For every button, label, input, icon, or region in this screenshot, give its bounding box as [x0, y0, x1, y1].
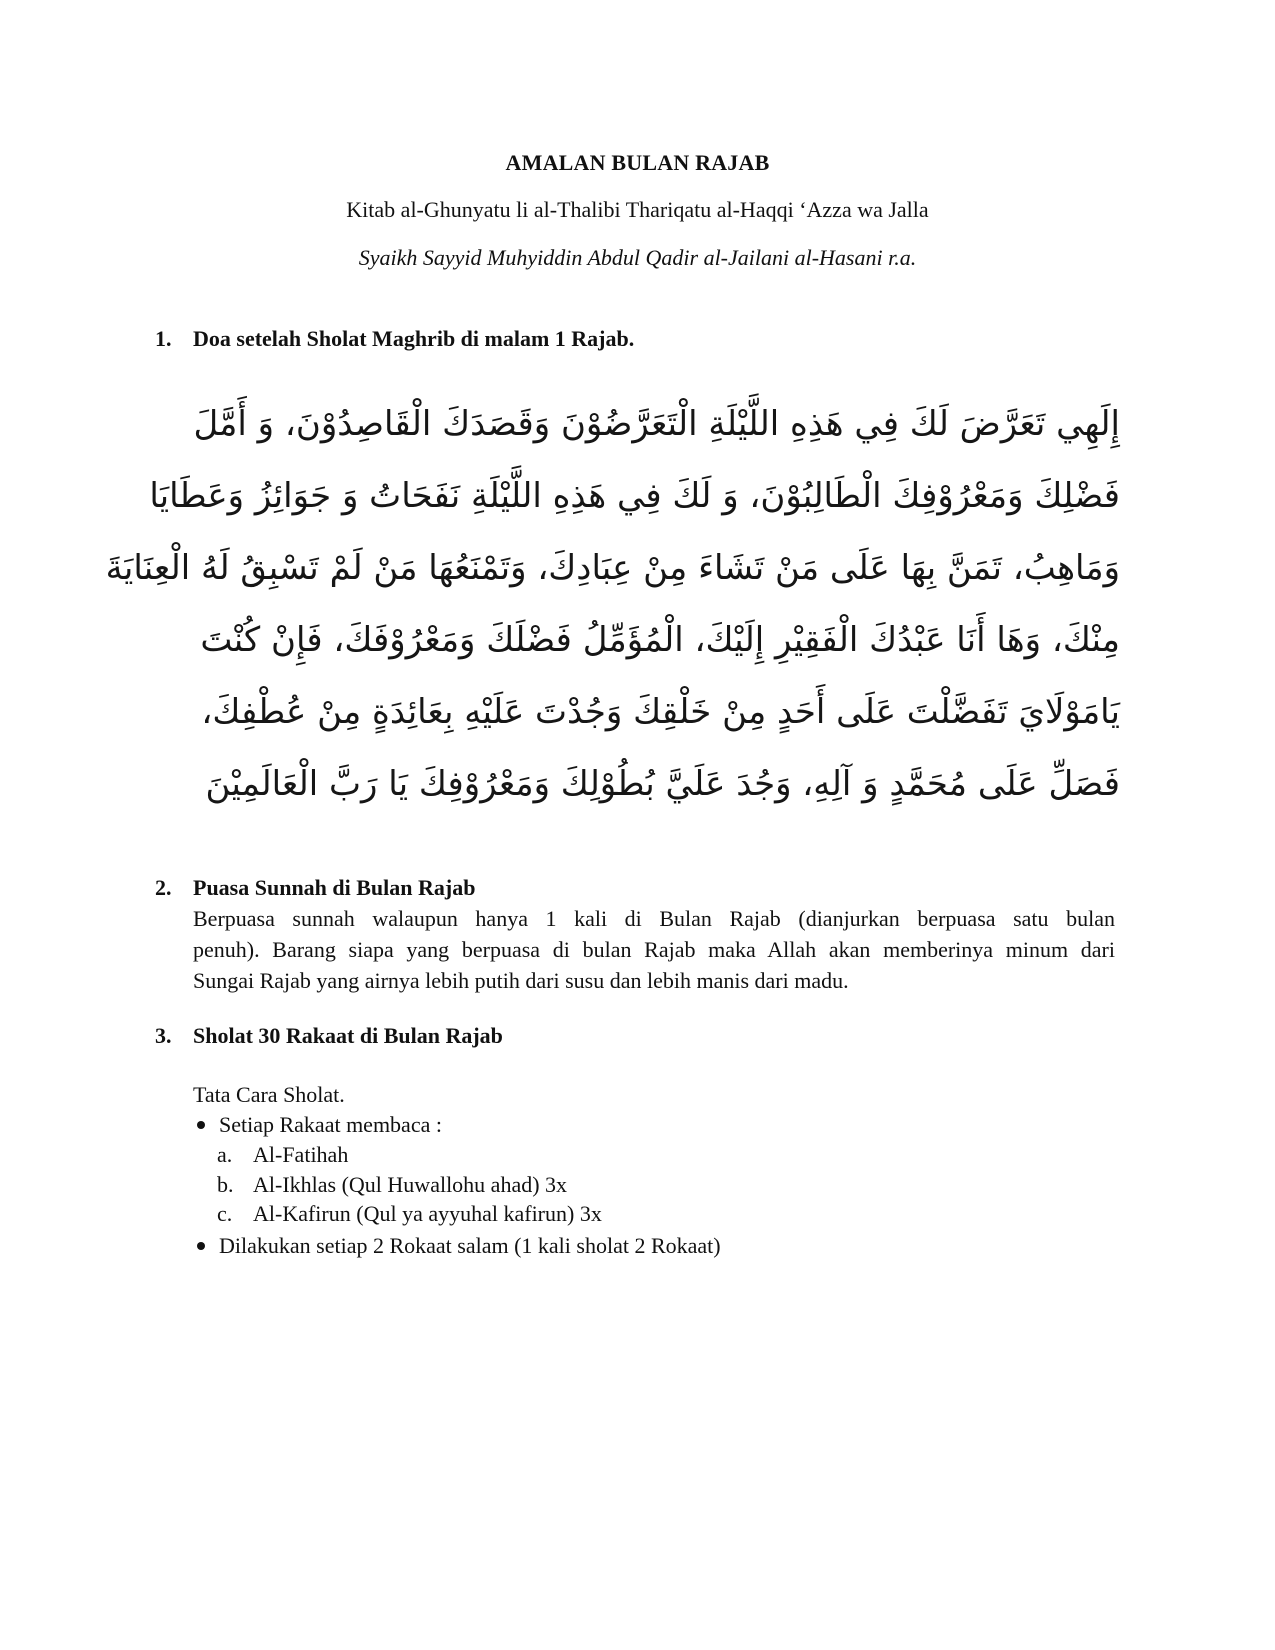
section-1-number: 1. — [155, 326, 172, 351]
section-1-title: Doa setelah Sholat Maghrib di malam 1 Rajab. — [193, 326, 635, 351]
arabic-line: إِلَهِي تَعَرَّضَ لَكَ فِي هَذِهِ اللَّيْلَةِ الْتَعَرَّضُوْنَ وَقَصَدَكَ الْقَاصِدُوْنَ، وَ أَمَّلَ — [193, 404, 1120, 444]
section-2-paragraph — [193, 903, 1115, 996]
paragraph-line: penuh). Barang siapa yang berpuasa di bulan Rajab maka Allah akan memberinya minum dari — [193, 937, 1115, 962]
paragraph-line: Berpuasa sunnah walaupun hanya 1 kali di Bulan Rajab (dianjurkan berpuasa satu bulan — [193, 906, 1115, 931]
sub-list-letter: c. — [217, 1201, 233, 1226]
sub-list-letter: a. — [217, 1142, 233, 1167]
bullet-icon — [197, 1121, 205, 1129]
sub-list-text: Al-Fatihah — [253, 1142, 349, 1167]
arabic-line: فَصَلِّ عَلَى مُحَمَّدٍ وَ آلِهِ، وَجُدَ عَلَيَّ بُطُوْلِكَ وَمَعْرُوْفِكَ يَا رَبَّ الْعَالَمِيْنَ — [205, 764, 1120, 804]
document-title: AMALAN BULAN RAJAB — [505, 150, 770, 175]
sub-list-item — [217, 1201, 602, 1227]
bullet-item — [197, 1112, 442, 1138]
sub-list-letter: b. — [217, 1172, 234, 1197]
section-1-heading — [155, 326, 634, 352]
section-3-number: 3. — [155, 1023, 172, 1048]
bullet-icon — [197, 1242, 205, 1250]
bullet-item — [197, 1233, 721, 1259]
arabic-line: فَضْلِكَ وَمَعْرُوْفِكَ الْطَالِبُوْنَ، وَ لَكَ فِي هَذِهِ اللَّيْلَةِ نَفَحَاتُ وَ جَوَائِزُ وَعَطَايَا — [149, 476, 1120, 516]
section-2-number: 2. — [155, 875, 172, 900]
arabic-prayer — [105, 388, 1120, 820]
document-subtitle: Kitab al-Ghunyatu li al-Thalibi Thariqatu al-Haqqi ‘Azza wa Jalla — [346, 197, 929, 222]
section-2-title: Puasa Sunnah di Bulan Rajab — [193, 875, 476, 900]
bullet-text: Setiap Rakaat membaca : — [219, 1112, 442, 1137]
arabic-line: وَمَاهِبُ، تَمَنَّ بِهَا عَلَى مَنْ تَشَاءَ مِنْ عِبَادِكَ، وَتَمْنَعُهَا مَنْ لَمْ تَسْبِقُ لَهُ الْعِنَايَةَ — [105, 548, 1120, 588]
arabic-line: يَامَوْلَايَ تَفَضَّلْتَ عَلَى أَحَدٍ مِنْ خَلْقِكَ وَجُدْتَ عَلَيْهِ بِعَائِدَةٍ مِنْ عُطْفِكَ، — [201, 692, 1120, 732]
section-2-heading — [155, 875, 475, 901]
section-3-heading — [155, 1023, 503, 1049]
arabic-line: مِنْكَ، وَهَا أَنَا عَبْدُكَ الْفَقِيْرِ إِلَيْكَ، الْمُؤَمِّلُ فَضْلَكَ وَمَعْرُوْفَكَ، فَإِنْ كُنْتَ — [200, 620, 1120, 660]
sub-list-text: Al-Kafirun (Qul ya ayyuhal kafirun) 3x — [253, 1201, 602, 1226]
section-3-title: Sholat 30 Rakaat di Bulan Rajab — [193, 1023, 503, 1048]
sub-list-item — [217, 1172, 567, 1198]
paragraph-line: Sungai Rajab yang airnya lebih putih dari susu dan lebih manis dari madu. — [193, 968, 849, 993]
section-3-intro: Tata Cara Sholat. — [193, 1082, 345, 1107]
bullet-text: Dilakukan setiap 2 Rokaat salam (1 kali sholat 2 Rokaat) — [219, 1233, 721, 1258]
document-author: Syaikh Sayyid Muhyiddin Abdul Qadir al-Jailani al-Hasani r.a. — [358, 245, 917, 270]
sub-list-text: Al-Ikhlas (Qul Huwallohu ahad) 3x — [253, 1172, 568, 1197]
sub-list-item — [217, 1142, 348, 1168]
